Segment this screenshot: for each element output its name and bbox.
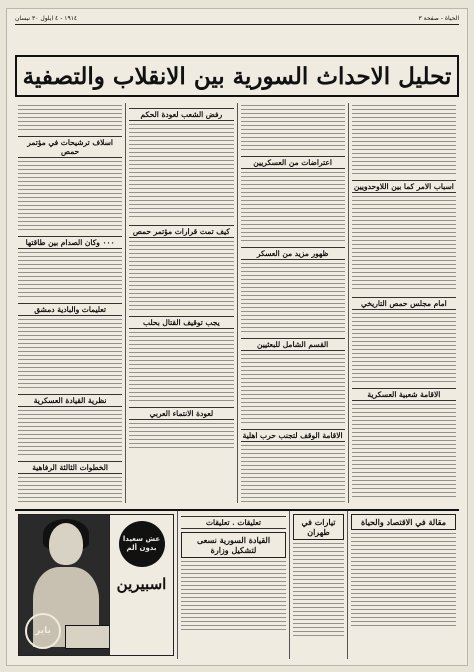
ad-text-panel	[109, 515, 173, 655]
bottom-article-title: مقالة في الاقتصاد والحياة	[351, 514, 456, 530]
bottom-article-title: تيارات في طهران	[293, 514, 344, 540]
subhead: تعليمات والبادية دمشق	[18, 303, 122, 316]
bottom-article	[177, 511, 289, 659]
article-column	[15, 103, 125, 503]
body-text	[241, 263, 345, 333]
body-text	[241, 445, 345, 503]
bottom-section	[15, 509, 459, 659]
ad-brand: اسبيرين	[116, 575, 167, 593]
subhead: لعودة الانتماء العربي	[129, 407, 233, 420]
subhead: نظرية القيادة العسكرية	[18, 394, 122, 407]
ad-slogan: عش سعيدا بدون ألم	[119, 521, 165, 567]
body-text	[129, 423, 233, 449]
bottom-article	[289, 511, 347, 659]
body-text	[293, 543, 344, 639]
subhead: الخطوات الثالثة الرفاهية	[18, 461, 122, 474]
subhead: رفض الشعب لعودة الحكم	[129, 108, 233, 121]
body-text	[352, 404, 456, 500]
body-text	[18, 410, 122, 456]
body-text	[18, 252, 122, 298]
article-column	[237, 103, 348, 503]
section-label: تعليقات . تعليقات	[181, 516, 286, 529]
bottom-article	[347, 511, 459, 659]
article-column	[125, 103, 236, 503]
headline-box	[15, 55, 459, 97]
body-text	[352, 196, 456, 292]
body-text	[241, 354, 345, 424]
body-text	[18, 319, 122, 389]
subhead: اعتراضات من العسكريين	[241, 156, 345, 169]
body-text	[18, 161, 122, 231]
folio-right: الحياة - صفحة ٣	[418, 15, 459, 22]
subhead: اسلاف ترشيحات في مؤتمر حمص	[18, 136, 122, 158]
body-text	[241, 105, 345, 151]
page-folio	[15, 13, 459, 25]
body-text	[129, 124, 233, 220]
body-text	[241, 172, 345, 242]
article-column	[348, 103, 459, 503]
newspaper-page	[6, 8, 468, 666]
body-text	[18, 105, 122, 131]
ad-bayer-logo: باير	[25, 613, 61, 649]
body-text	[181, 561, 286, 631]
body-text	[129, 241, 233, 311]
headline: تحليل الاحداث السورية بين الانقلاب والتصفية	[22, 62, 452, 90]
body-text	[351, 533, 456, 629]
subhead: الاقامة الوقف لتجنب حرب اهلية	[241, 429, 345, 442]
bottom-article-title: القيادة السورية نسعى لتشكيل وزارة	[181, 532, 286, 558]
body-text	[18, 477, 122, 503]
subhead: القسم الشامل للبعثيين	[241, 338, 345, 351]
subhead: يجب توقيف القتال بحلب	[129, 316, 233, 329]
subhead: امام مجلس حمص التاريخي	[352, 297, 456, 310]
body-text	[352, 313, 456, 383]
article-columns	[15, 103, 459, 503]
subhead: كيف تمت قرارات مؤتمر حمص	[129, 225, 233, 238]
subhead: ٠٠٠ وكان الصدام بين طاقتها	[18, 236, 122, 249]
aspirin-advertisement	[18, 514, 174, 656]
subhead: ظهور مزيد من العسكر	[241, 247, 345, 260]
subhead: اسباب الامر كما بين اللاوحدويين	[352, 180, 456, 193]
body-text	[129, 332, 233, 402]
subhead: الاقامة شعبية العسكرية	[352, 388, 456, 401]
body-text	[352, 105, 456, 175]
folio-left: ١٩١٤ - ٤ ايلول ٣٠ نيسان	[15, 15, 78, 22]
